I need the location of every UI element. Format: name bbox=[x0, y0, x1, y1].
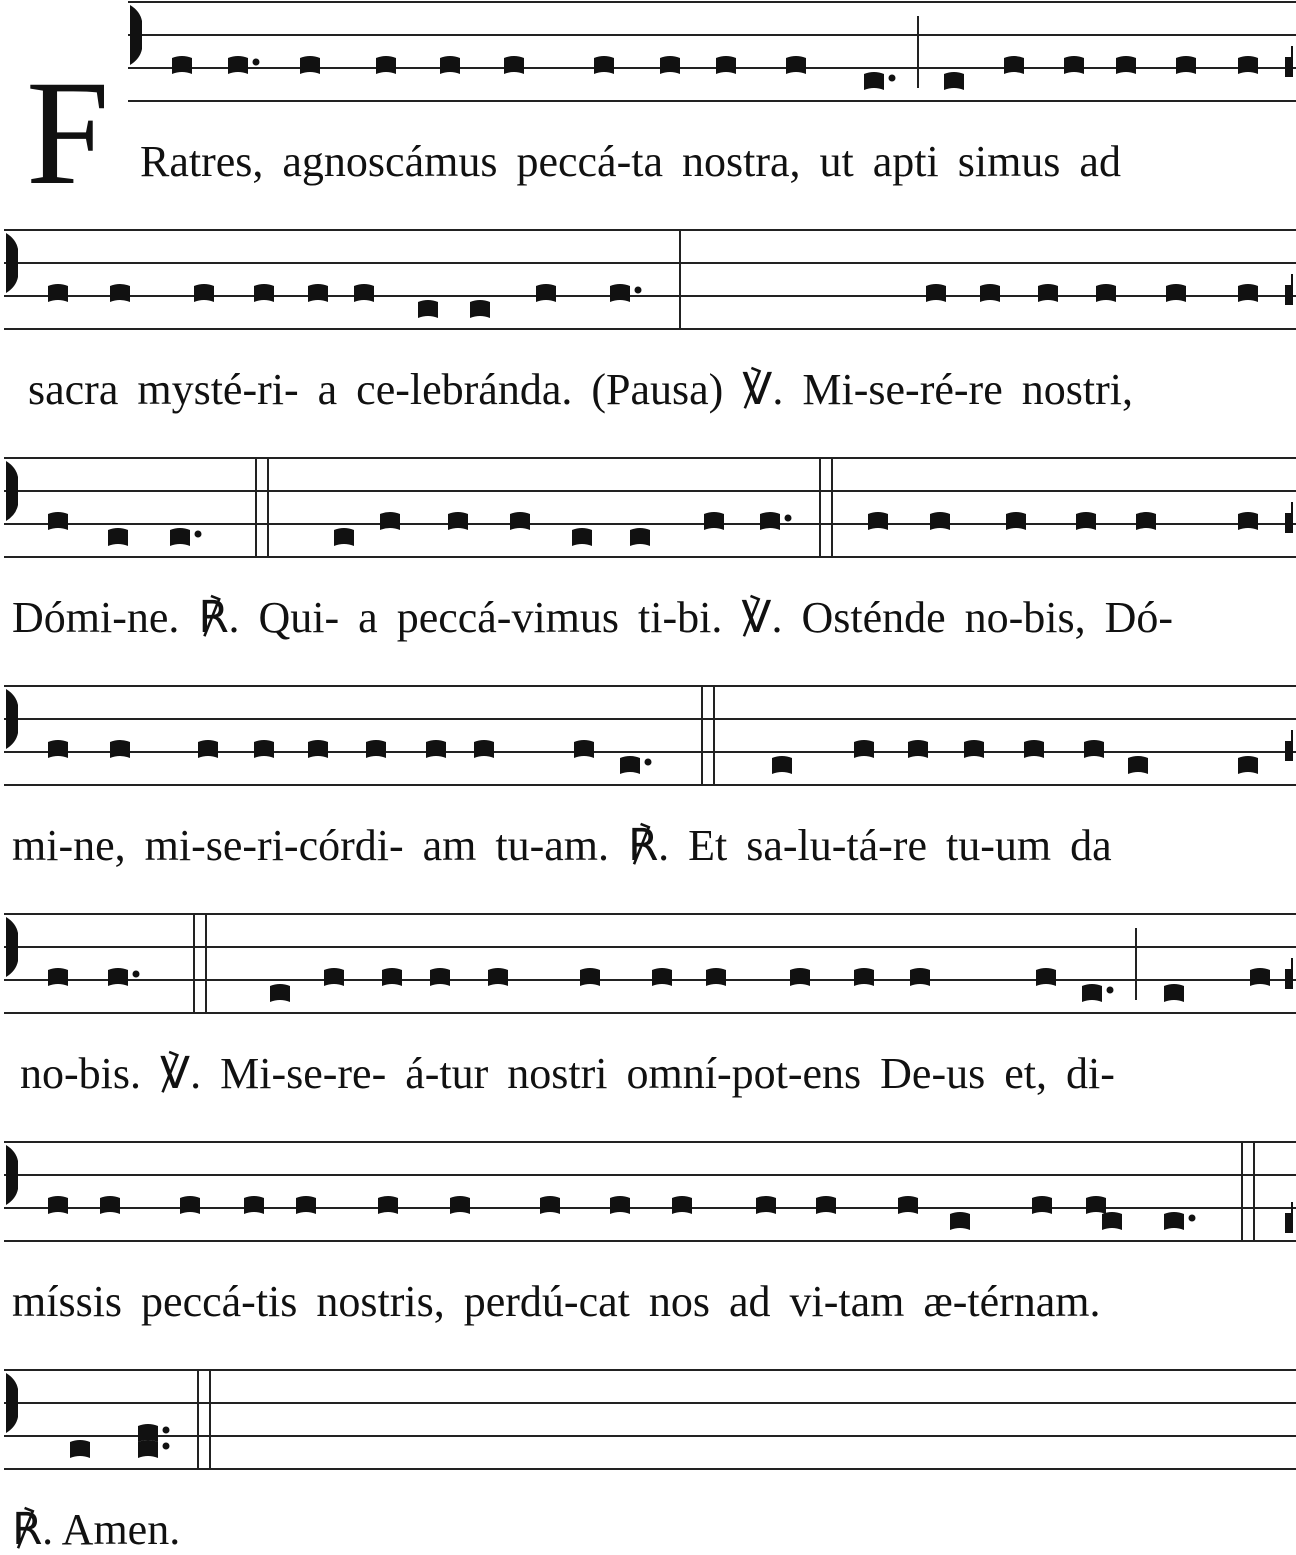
punctum-note bbox=[1036, 968, 1056, 986]
punctum-note bbox=[366, 740, 386, 758]
punctum-note bbox=[1004, 56, 1024, 74]
punctum-note bbox=[470, 300, 490, 318]
punctum-note bbox=[572, 528, 592, 546]
punctum-note bbox=[1006, 512, 1026, 530]
punctum-note bbox=[378, 1196, 398, 1214]
punctum-note bbox=[540, 1196, 560, 1214]
staff-system-2 bbox=[0, 228, 1296, 448]
custos bbox=[1286, 730, 1292, 760]
punctum-note bbox=[1024, 740, 1044, 758]
punctum-note bbox=[868, 512, 888, 530]
punctum-note bbox=[110, 284, 130, 302]
punctum-note bbox=[138, 1424, 170, 1442]
punctum-note bbox=[308, 740, 328, 758]
staff-system-6 bbox=[0, 1140, 1296, 1360]
punctum-note bbox=[950, 1212, 970, 1230]
punctum-note bbox=[170, 528, 202, 546]
punctum-note bbox=[300, 56, 320, 74]
punctum-note bbox=[610, 1196, 630, 1214]
punctum-note bbox=[504, 56, 524, 74]
staff-5 bbox=[0, 912, 1296, 1132]
staff-4 bbox=[0, 684, 1296, 904]
punctum-note bbox=[198, 740, 218, 758]
punctum-note bbox=[270, 984, 290, 1002]
punctum-note bbox=[816, 1196, 836, 1214]
staff-system-1 bbox=[0, 0, 1296, 220]
punctum-note bbox=[864, 72, 896, 90]
punctum-note bbox=[510, 512, 530, 530]
c-clef bbox=[6, 233, 18, 293]
punctum-note bbox=[1128, 756, 1148, 774]
punctum-note bbox=[926, 284, 946, 302]
punctum-note bbox=[536, 284, 556, 302]
punctum-note bbox=[48, 1196, 68, 1214]
punctum-note bbox=[376, 56, 396, 74]
punctum-note bbox=[430, 968, 450, 986]
punctum-note bbox=[716, 56, 736, 74]
staff-7 bbox=[0, 1368, 1296, 1555]
lyrics-line-1: Ratres, agnoscámus peccá-ta nostra, ut apti simus ad bbox=[140, 137, 1121, 186]
punctum-note bbox=[1102, 1212, 1122, 1230]
staff-system-7 bbox=[0, 1368, 1296, 1555]
custos bbox=[1286, 46, 1292, 76]
punctum-note bbox=[574, 740, 594, 758]
punctum-note bbox=[652, 968, 672, 986]
punctum-note bbox=[1038, 284, 1058, 302]
lyrics-line-2: sacra mysté-ri- a ce-lebránda. (Pausa) ℣. Mi-se-ré-re nostri, bbox=[28, 365, 1133, 414]
lyrics-line-5: no-bis. ℣. Mi-se-re- á-tur nostri omní-pot-ens De-us et, di- bbox=[20, 1049, 1115, 1098]
punctum-note bbox=[172, 56, 192, 74]
punctum-note bbox=[308, 284, 328, 302]
punctum-note bbox=[594, 56, 614, 74]
punctum-note bbox=[110, 740, 130, 758]
c-clef bbox=[6, 1373, 18, 1433]
punctum-note bbox=[418, 300, 438, 318]
punctum-note bbox=[980, 284, 1000, 302]
custos bbox=[1286, 958, 1292, 988]
punctum-note bbox=[1176, 56, 1196, 74]
initial-letter: F bbox=[26, 50, 110, 216]
punctum-note bbox=[908, 740, 928, 758]
punctum-note bbox=[1238, 756, 1258, 774]
punctum-note bbox=[854, 740, 874, 758]
punctum-note bbox=[382, 968, 402, 986]
punctum-note bbox=[426, 740, 446, 758]
punctum-note bbox=[1164, 1212, 1196, 1230]
punctum-note bbox=[790, 968, 810, 986]
punctum-note bbox=[1084, 740, 1104, 758]
staff-1 bbox=[0, 0, 1296, 220]
punctum-note bbox=[1164, 984, 1184, 1002]
punctum-note bbox=[324, 968, 344, 986]
custos bbox=[1286, 502, 1292, 532]
punctum-note bbox=[380, 512, 400, 530]
punctum-note bbox=[580, 968, 600, 986]
punctum-note bbox=[448, 512, 468, 530]
lyrics-line-6: míssis peccá-tis nostris, perdú-cat nos ad vi-tam æ-térnam. bbox=[12, 1277, 1101, 1326]
punctum-note bbox=[964, 740, 984, 758]
custos bbox=[1286, 274, 1292, 304]
punctum-note bbox=[228, 56, 260, 74]
punctum-note bbox=[630, 528, 650, 546]
punctum-note bbox=[1250, 968, 1270, 986]
punctum-note bbox=[1116, 56, 1136, 74]
punctum-note bbox=[48, 968, 68, 986]
punctum-note bbox=[1238, 512, 1258, 530]
punctum-note bbox=[1076, 512, 1096, 530]
punctum-note bbox=[180, 1196, 200, 1214]
punctum-note bbox=[48, 740, 68, 758]
punctum-note bbox=[704, 512, 724, 530]
c-clef bbox=[6, 461, 18, 521]
punctum-note bbox=[194, 284, 214, 302]
punctum-note bbox=[254, 284, 274, 302]
punctum-note bbox=[48, 284, 68, 302]
punctum-note bbox=[620, 756, 652, 774]
lyrics-line-7: ℟. Amen. bbox=[12, 1505, 181, 1554]
punctum-note bbox=[138, 1440, 170, 1458]
punctum-note bbox=[1238, 284, 1258, 302]
punctum-note bbox=[1082, 984, 1114, 1002]
punctum-note bbox=[1166, 284, 1186, 302]
punctum-note bbox=[930, 512, 950, 530]
punctum-note bbox=[786, 56, 806, 74]
c-clef bbox=[6, 1145, 18, 1205]
punctum-note bbox=[660, 56, 680, 74]
punctum-note bbox=[1238, 56, 1258, 74]
punctum-note bbox=[610, 284, 642, 302]
punctum-note bbox=[898, 1196, 918, 1214]
punctum-note bbox=[1064, 56, 1084, 74]
punctum-note bbox=[944, 72, 964, 90]
punctum-note bbox=[772, 756, 792, 774]
c-clef bbox=[6, 689, 18, 749]
punctum-note bbox=[440, 56, 460, 74]
punctum-note bbox=[48, 512, 68, 530]
staff-6 bbox=[0, 1140, 1296, 1360]
custos bbox=[1286, 1202, 1292, 1232]
staff-3 bbox=[0, 456, 1296, 676]
punctum-note bbox=[1136, 512, 1156, 530]
punctum-note bbox=[334, 528, 354, 546]
punctum-note bbox=[70, 1440, 90, 1458]
punctum-note bbox=[244, 1196, 264, 1214]
punctum-note bbox=[760, 512, 792, 530]
punctum-note bbox=[254, 740, 274, 758]
c-clef bbox=[130, 5, 142, 65]
punctum-note bbox=[1032, 1196, 1052, 1214]
punctum-note bbox=[854, 968, 874, 986]
punctum-note bbox=[672, 1196, 692, 1214]
staff-2 bbox=[0, 228, 1296, 448]
punctum-note bbox=[108, 528, 128, 546]
lyrics-line-4: mi-ne, mi-se-ri-córdi- am tu-am. ℟. Et sa-lu-tá-re tu-um da bbox=[12, 821, 1112, 870]
punctum-note bbox=[756, 1196, 776, 1214]
staff-system-5 bbox=[0, 912, 1296, 1132]
punctum-note bbox=[450, 1196, 470, 1214]
punctum-note bbox=[706, 968, 726, 986]
staff-system-3 bbox=[0, 456, 1296, 676]
punctum-note bbox=[354, 284, 374, 302]
punctum-note bbox=[910, 968, 930, 986]
punctum-note bbox=[488, 968, 508, 986]
punctum-note bbox=[1096, 284, 1116, 302]
punctum-note bbox=[108, 968, 140, 986]
punctum-note bbox=[296, 1196, 316, 1214]
c-clef bbox=[6, 917, 18, 977]
punctum-note bbox=[474, 740, 494, 758]
lyrics-line-3: Dómi-ne. ℟. Qui- a peccá-vimus ti-bi. ℣. Osténde no-bis, Dó- bbox=[12, 593, 1174, 642]
punctum-note bbox=[100, 1196, 120, 1214]
staff-system-4 bbox=[0, 684, 1296, 904]
punctum-note bbox=[1086, 1196, 1106, 1214]
